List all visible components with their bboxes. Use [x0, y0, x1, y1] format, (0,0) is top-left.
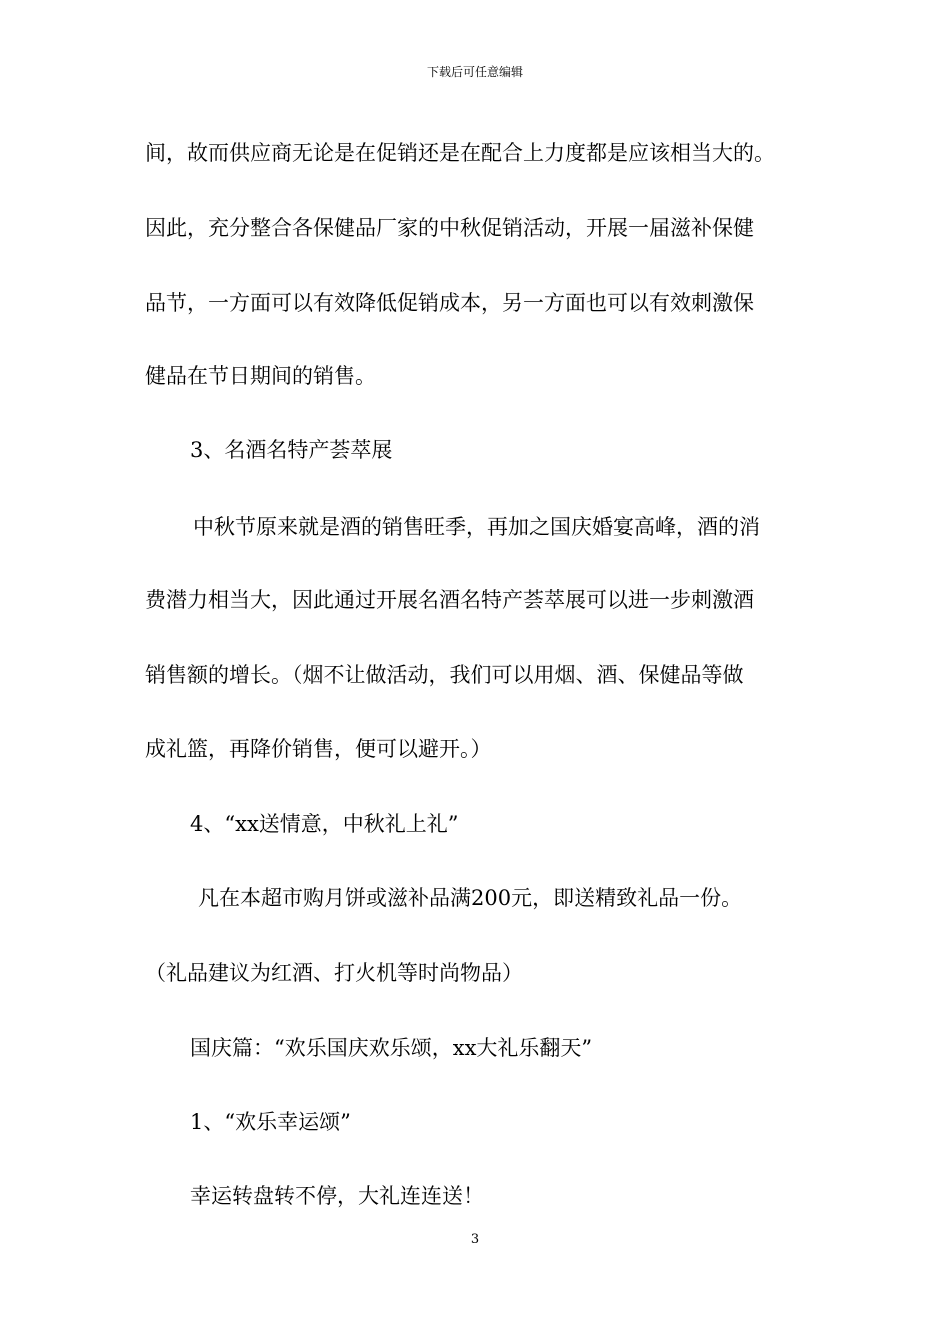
body-line: 健品在节日期间的销售。 [145, 364, 376, 388]
page-header: 下载后可任意编辑 [426, 65, 523, 79]
body-line: 品节，一方面可以有效降低促销成本，另一方面也可以有效刺激保 [145, 291, 754, 315]
body-line: 凡在本超市购月饼或滋补品满200元，即送精致礼品一份。 [198, 886, 743, 910]
body-line: 因此，充分整合各保健品厂家的中秋促销活动，开展一届滋补保健 [145, 216, 754, 240]
section-heading: 1、“欢乐幸运颂” [190, 1110, 351, 1134]
body-line: 间，故而供应商无论是在促销还是在配合上力度都是应该相当大的。 [145, 141, 775, 165]
body-line: 中秋节原来就是酒的销售旺季，再加之国庆婚宴高峰，酒的消 [193, 515, 760, 539]
section-heading: 4、“xx送情意，中秋礼上礼” [190, 812, 459, 836]
body-line: （礼品建议为红酒、打火机等时尚物品） [145, 961, 523, 985]
body-line: 销售额的增长。（烟不让做活动，我们可以用烟、酒、保健品等做 [145, 663, 744, 687]
section-heading: 国庆篇：“欢乐国庆欢乐颂，xx大礼乐翻天” [190, 1036, 593, 1060]
page-number: 3 [470, 1232, 480, 1247]
body-line: 费潜力相当大，因此通过开展名酒名特产荟萃展可以进一步刺激酒 [145, 588, 754, 612]
body-line: 幸运转盘转不停，大礼连连送！ [190, 1184, 484, 1208]
body-line: 成礼篮，再降价销售，便可以避开。） [145, 737, 492, 761]
section-heading: 3、名酒名特产荟萃展 [190, 438, 393, 462]
